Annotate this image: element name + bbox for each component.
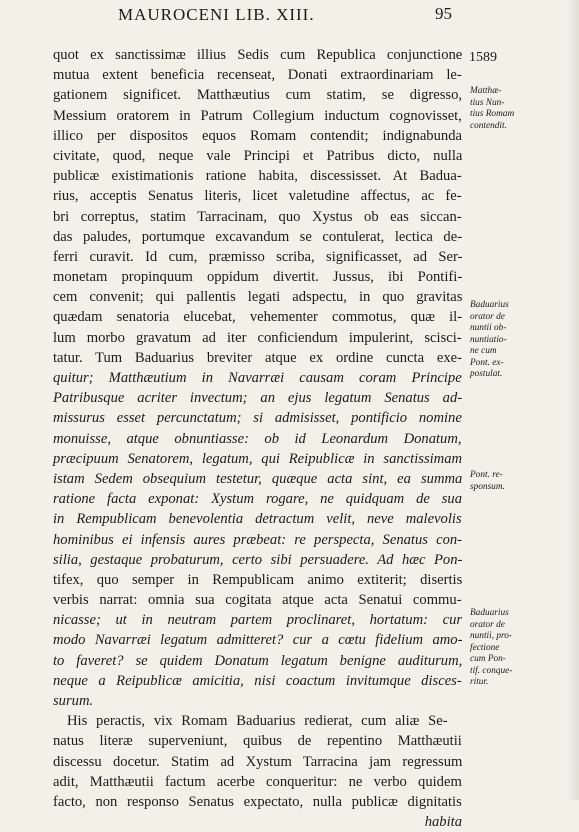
note-line: postulat. xyxy=(470,369,503,379)
text-line: publicæ existimationis ratione habita, discessisset. At Badua- xyxy=(53,168,462,185)
note-line: tius Romam xyxy=(470,109,515,119)
text-line: natus literæ superveniunt, quibus de repentino Matthæutii xyxy=(53,733,462,750)
text-line: ferri curavit. Id cum, præmisso scriba, significasset, ad Ser- xyxy=(53,248,463,265)
text-line-italic: silia, gestaque probaturum, certo sibi persuadere. Ad hæc Pon- xyxy=(53,551,463,568)
note-line: Matthæ- xyxy=(470,86,502,96)
note-line: orator de xyxy=(470,619,505,630)
note-line: Baduarius xyxy=(470,300,509,310)
text-line: das paludes, portumque excavandum se contulerat, lectica de- xyxy=(53,228,463,245)
note-line: Pont. ex- xyxy=(470,357,504,368)
text-line: quot ex sanctissimæ illius Sedis cum Republica conjunctione xyxy=(53,47,463,63)
text-line: bri correptus, statim Tarracinam, quo Xystus ob eas siccan- xyxy=(53,208,462,225)
note-line: Pont. re- xyxy=(470,470,503,480)
text-line: adit, Matthæutii factum acerbe conqueritur: ne verbo quidem xyxy=(53,773,462,790)
note-line: contendit. xyxy=(470,120,507,131)
note-line: Baduarius xyxy=(470,608,509,618)
text-line-italic: surum. xyxy=(53,693,94,709)
text-line: cem convenit; qui pallentis legati adspectu, in quo gravitas xyxy=(53,289,463,306)
text-line-italic: nicasse; ut in neutram partem proclinaret, hortatum: cur xyxy=(53,612,463,629)
text-line-italic: in Rempublicam benevolentia detractum velit, neve malevolis xyxy=(53,511,462,528)
main-text xyxy=(53,45,462,832)
text-line: mutua extent beneficia recenseat, Donati extraordinariam le- xyxy=(53,67,462,84)
text-line-italic: præcipuum Senatorem, legatum, qui Reipublicæ in sanctissimam xyxy=(53,450,463,467)
note-line: tif. conque- xyxy=(470,665,513,676)
margin-note-baduarius-conqueritur xyxy=(470,608,570,689)
text-line: His peractis, vix Romam Baduarius redierat, cum aliæ Se- xyxy=(67,713,448,730)
text-line: tatur. Tum Baduarius breviter atque ex ordine cuncta exe- xyxy=(53,349,462,366)
note-line: tius Nun- xyxy=(470,97,505,108)
text-line: monetam propinquum oppidum divertit. Jussus, ibi Pontifi- xyxy=(53,269,463,286)
text-line: rius, acceptis Senatus literis, licet valetudine affectus, ac fe- xyxy=(53,188,462,205)
text-line: verbis narrat: omnia sua cogitata atque acta Senatui commu- xyxy=(53,592,462,609)
text-line-italic: hominibus ei infensis aures præbeat: re perspecta, Senatus con- xyxy=(53,531,463,548)
text-line: lum morbo gravatum ad iter conficiendum impulerint, scisci- xyxy=(53,329,462,346)
text-line: civitate, quod, neque vale Principi et Patribus dicto, nulla xyxy=(53,147,463,164)
text-line: facto, non responso Senatus expectato, nulla publicæ dignitatis xyxy=(53,793,462,810)
text-line-italic: habita xyxy=(424,814,462,831)
text-line: quædam senatoria elucebat, vehementer commotus, quæ il- xyxy=(53,309,463,326)
note-line: sponsum. xyxy=(470,481,505,492)
margin-year: 1589 xyxy=(469,50,497,65)
text-line: gationem significet. Matthæutius cum statim, se digresso, xyxy=(53,87,463,104)
note-line: cum Pon- xyxy=(470,654,506,664)
text-line: discessu docetur. Statim ad Xystum Tarracina jam regressum xyxy=(53,753,463,770)
text-line-italic: neque a Reipublicæ amicitia, nisi coactum invitumque disces- xyxy=(53,672,462,689)
text-line: Messium oratorem in Patrum Collegium inductum cognovisset, xyxy=(53,107,462,124)
text-line-italic: monuisse, atque obnuntiasse: ob id Leonardum Donatum, xyxy=(53,430,462,447)
text-line-italic: missurus esset percunctatum; si admisisset, pontificio nomine xyxy=(53,410,462,427)
text-line-italic: Patribusque acriter invectum; an ejus legatum Senatus ad- xyxy=(53,390,463,407)
text-line: illico per dispositos equos Romam contendit; indignabunda xyxy=(53,127,462,144)
note-line: nuntii ob- xyxy=(470,323,507,333)
note-line: nuntii, pro- xyxy=(470,631,513,641)
note-line: fectione xyxy=(470,642,500,653)
page-header xyxy=(110,2,470,30)
text-line-italic: quitur; Matthæutium in Navarræi causam coram Principe xyxy=(53,370,462,386)
page-number: 95 xyxy=(435,4,452,23)
margin-note-nuntius xyxy=(470,86,570,132)
note-line: nuntiatio- xyxy=(470,334,507,345)
note-line: ne cum xyxy=(470,346,497,356)
margin-note-pont-responsum xyxy=(470,470,570,493)
text-line-italic: ratione facta exponat: Xystum rogare, ne quidquam de sua xyxy=(53,491,463,508)
scan-shadow xyxy=(567,0,579,800)
note-line: orator de xyxy=(470,311,505,322)
text-line: tifex, quo semper in Rempublicam animo extiterit; disertis xyxy=(53,571,463,588)
text-line-italic: istam Sedem obsequium testetur, quæque acta sint, ea summa xyxy=(53,470,463,487)
margin-note-baduarius-expostulat xyxy=(470,300,570,381)
text-line-italic: to faveret? se quidem Donatum legatum benigne auditurum, xyxy=(53,652,463,669)
text-line-italic: modo Navarræi legatum admitteret? cur a cœtu fidelium amo- xyxy=(53,632,463,649)
running-title: MAUROCENI LIB. XIII. xyxy=(118,5,315,24)
note-line: ritur. xyxy=(470,677,489,687)
